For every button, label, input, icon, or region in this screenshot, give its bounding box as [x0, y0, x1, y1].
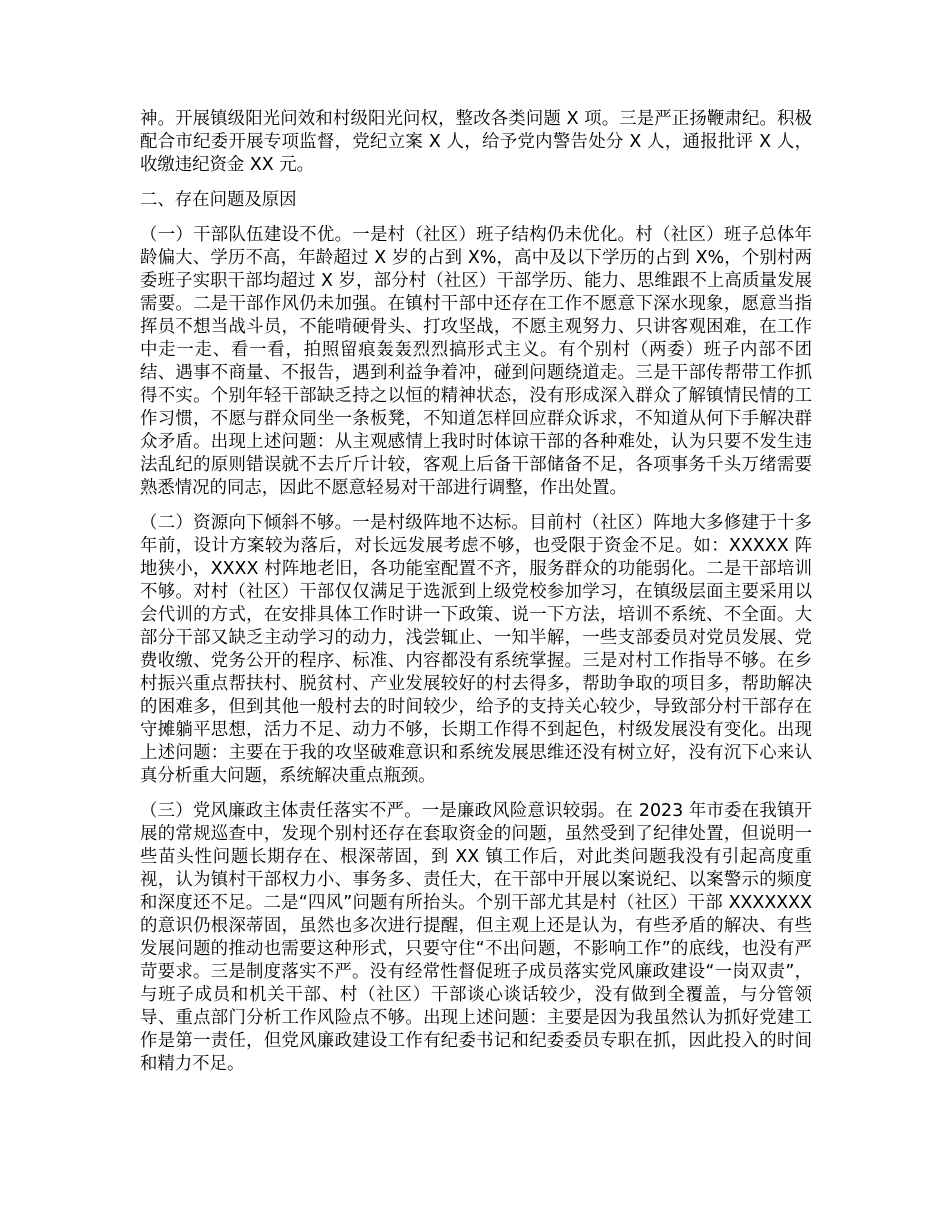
paragraph-integrity-responsibility: （三）党风廉政主体责任落实不严。一是廉政风险意识较弱。在 2023 年市委在我镇开展的常规巡查中，发现个别村还存在套取资金的问题，虽然受到了纪律处置，但说明一些苗头性问题长期存在、根深蒂固，到 XX 镇工作后，对此类问题我没有引起高度重视，认为镇村干部权力小、事务多、责任大，在干部中开展以案说纪、以案警示的频度和深度还不足。二是“四风”问题有所抬头。个别干部尤其是村（社区）干部 XXXXXXX 的意识仍根深蒂固，虽然也多次进行提醒，但主观上还是认为，有些矛盾的解决、有些发展问题的推动也需要这种形式，只要守住“不出问题，不影响工作”的底线，也没有严苛要求。三是制度落实不严。没有经常性督促班子成员落实党风廉政建设“一岗双责”，与班子成员和机关干部、村（社区）干部谈心谈话较少，没有做到全覆盖，与分管领导、重点部门分析工作风险点不够。出现上述问题：主要是因为我虽然认为抓好党建工作是第一责任，但党风廉政建设工作有纪委书记和纪委委员专职在抓，因此投入的时间和精力不足。: [140, 801, 812, 1074]
document-body: [140, 108, 812, 1088]
paragraph-discipline-summary: 神。开展镇级阳光问效和村级阳光问权，整改各类问题 X 项。三是严正扬鞭肃纪。积极配合市纪委开展专项监督，党纪立案 X 人，给予党内警告处分 X 人，通报批评 X 人，收缴违纪资金 XX 元。: [140, 109, 812, 175]
paragraph-cadre-team: （一）干部队伍建设不优。一是村（社区）班子结构仍未优化。村（社区）班子总体年龄偏大、学历不高，年龄超过 X 岁的占到 X%，高中及以下学历的占到 X%，个别村两委班子实职干部均超过 X 岁，部分村（社区）干部学历、能力、思维跟不上高质量发展需要。二是干部作风仍未加强。在镇村干部中还存在工作不愿意下深水现象，愿意当指挥员不想当战斗员，不能啃硬骨头、打攻坚战，不愿主观努力、只讲客观困难，在工作中走一走、看一看，拍照留痕轰轰烈烈搞形式主义。有个别村（两委）班子内部不团结、遇事不商量、不报告，遇到利益争着冲，碰到问题绕道走。三是干部传帮带工作抓得不实。个别年轻干部缺乏持之以恒的精神状态，没有形成深入群众了解镇情民情的工作习惯，不愿与群众同坐一条板凳，不知道怎样回应群众诉求，不知道从何下手解决群众矛盾。出现上述问题：从主观感情上我时时体谅干部的各种难处，认为只要不发生违法乱纪的原则错误就不去斤斤计较，客观上后备干部储备不足，各项事务千头万绪需要熟悉情况的同志，因此不愿意轻易对干部进行调整，作出处置。: [140, 225, 812, 498]
section-heading-problems: 二、存在问题及原因: [140, 190, 297, 210]
paragraph-resources: （二）资源向下倾斜不够。一是村级阵地不达标。目前村（社区）阵地大多修建于十多年前，设计方案较为落后，对长远发展考虑不够，也受限于资金不足。如：XXXXX 阵地狭小，XXXX 村阵地老旧，各功能室配置不齐，服务群众的功能弱化。二是干部培训不够。对村（社区）干部仅仅满足于选派到上级党校参加学习，在镇级层面主要采用以会代训的方式，在安排具体工作时讲一下政策、说一下方法，培训不系统、不全面。大部分干部又缺乏主动学习的动力，浅尝辄止、一知半解，一些支部委员对党员发展、党费收缴、党务公开的程序、标准、内容都没有系统掌握。三是对村工作指导不够。在乡村振兴重点帮扶村、脱贫村、产业发展较好的村去得多，帮助争取的项目多，帮助解决的困难多，但到其他一般村去的时间较少，给予的支持关心较少，导致部分村干部存在守摊躺平思想，活力不足、动力不够，长期工作得不到起色，村级发展没有变化。出现上述问题：主要在于我的攻坚破难意识和系统发展思维还没有树立好，没有沉下心来认真分析重大问题，系统解决重点瓶颈。: [140, 513, 812, 786]
